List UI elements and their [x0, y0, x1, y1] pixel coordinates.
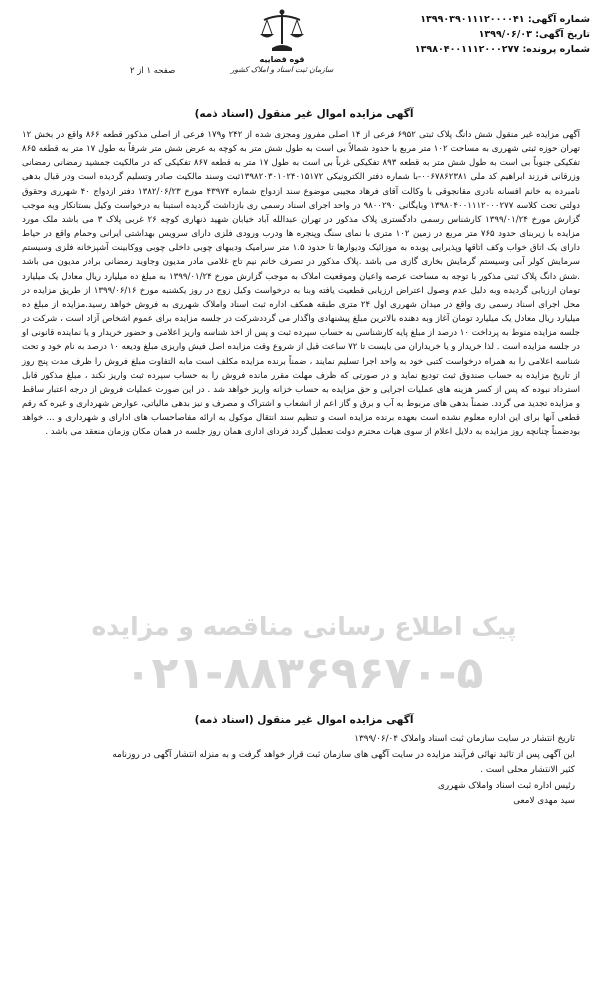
org-name-registration: سازمان ثبت اسناد و املاک کشور: [230, 65, 334, 74]
scales-emblem-icon: [258, 8, 306, 54]
notice-date: تاریخ آگهی: ۱۳۹۹/۰۶/۰۳: [478, 29, 590, 40]
publication-date-line: تاریخ انتشار در سایت سازمان ثبت اسناد واملاک ۱۳۹۹/۰۶/۰۴: [354, 734, 575, 744]
judiciary-logo: [222, 8, 342, 86]
notice-metadata: [415, 12, 590, 57]
org-name-judiciary: قوه قضاییه: [259, 55, 305, 64]
publication-note-line-2: کثیر الانتشار محلی است .: [480, 765, 575, 775]
signatory-name: سید مهدی لامعی: [513, 796, 575, 806]
notice-body: آگهی مزایده غیر منقول شش دانگ پلاک ثبتی ۶۹۵۲ فرعی از ۱۴ اصلی مفروز ومجزی شده از ۲۴۲ و۱۷۹ فرعی از اصلی مذکور قطعه ۸۶۶ واقع در بخش ۱۲ تهران حوزه ثبتی شهرری به مساحت ۱۰۲ متر مربع با حدود شمالاً بی است به طول شش متر به کوچه به عرض شش متر شرقاً به طول ۱۷ متر به قطعه ۸۶۵ تفکیکی جنوباً بی است به طول شش متر به قطعه ۸۹۳ تفکیکی غرباً بی است به طول ۱۷ متر به قطعه ۸۶۷ تفکیکی که در مالکیت جمشید رمضانی رمضانی وزرقانی فرزند ابراهیم کد ملی ۰۰۶۷۸۶۲۳۸۱-با شماره دفتر الکترونیکی ۱۳۹۸۲۰۳۰۱۰۲۴۰۱۵۱۷۲ثبت وسند مالکیت صادر وتسلیم گردیده است ودر قبال بدهی نامبرده به خانم افسانه نادری مقانجوقی با وکالت آقای فرهاد مجیبی موضوع سند ازدواج شماره ۴۳۹۷۴ مورخ ۱۳۸۲/۰۶/۲۳ دفتر ازدواج ۴۰ شهرری وحقوق دولتی تحت کلاسه ۱۳۹۸۰۴۰۰۱۱۱۲۰۰۰۲۷۷ وبایگانی ۹۸۰۰۲۹۰ در واحد اجرای اسناد رسمی ری بازداشت گردیده استبنا به درخواست وکیل بستانکار وبه موجب گزارش مورخ ۱۳۹۹/۰۱/۲۴ کارشناس رسمی دادگستری پلاک مذکور در تهران عبدالله آباد خیابان شهید ذنهاری کوچه ۲۶ غربی پلاک ۳ می باشد ملک مورد مزایده با زیربنای حدود ۷۶۵ متر مربع در زمین ۱۰۲ متری با نمای سنگ وپنجره ها ودرب ورودی فلزی دارای سرویس بهداشتی ایرانی وحمام واقع در حیاط دارای یک اتاق خواب وکف اتاقها وپذیرایی پوبده به موزائیک ودیوارها تا حدود ۱.۵ متر سرامیک ودیبهای چوبی داخلی چوبی ووکابینت آشپزخانه فلزی وسیستم سرمایش کولر آبی وسیستم گرمایش بخاری گازی می باشد .پلاک مذکور در تصرف خانم نیم تاج غلامی مادر مدیون وجاوید رمضانی برادر مدیون می باشد .شش دانگ پلاک ثبتی مذکور با توجه به مساحت عرصه واعیان وموقعیت املاک به موجب گزارش مورخ ۱۳۹۹/۰۱/۲۴ به مبلغ ده میلیارد ریال معادل یک میلیارد تومان ارزیابی گردیده وبه دلیل عدم وصول اعتراض ارزیابی قطعیت یافته وبنا به درخواست وکیل زوج در روز یکشنبه مورخ ۱۳۹۹/۰۶/۱۶ از طریق مزایده در محل اجرای اسناد رسمی ری واقع در میدان شهرری اول ۲۴ متری طبقه همکف اداره ثبت اسناد واملاک شهرری به فروش خواهد رسید.مزایده از مبلغ ده میلیارد ریال معادل یک میلیارد تومان آغاز وبه دهنده بالاترین مبلغ پیشنهادی واگذار می گرددشرکت در جلسه مزایده برای عموم اشخاص آزاد است ، شرکت در جلسه مزایده منوط به پرداخت ۱۰ درصد از مبلغ پایه کارشناسی به حساب سپرده ثبت و پس از اخذ شناسه واریز اعلامی و حضور خریدار و یا نماینده قانونی او در جلسه مزایده است . لذا خریدار و یا خریداران می بایست تا ۷۲ ساعت قبل از شروع وقت مزایده اصل فیش واریزی مبلغ ودیعه ۱۰ درصد به نام خود و تحت شناسه اعلامی را به همراه درخواست کتبی خود به واحد اجرا تسلیم نمایند ، ضمناً برنده مزایده مکلف است مابه التفاوت مبلغ فروش را ظرف مدت پنج روز از تاریخ مزایده به حساب صندوق ثبت تودیع نماید و در صورتی که ظرف مهلت مقرر مانده فروش را به حساب سپرده ثبت واریز نکند ، مبلغ مذکور قابل استرداد نبوده که پس از کسر هزینه های عملیات اجرایی و حق مزایده به حساب خزانه واریز خواهد شد . در این صورت عملیات فروش از درجه اعتبار ساقط و مزایده تجدید می گردد. ضمناً بدهی های مربوط به آب و برق و گاز اعم از انشعاب و اشتراک و مصرف و نیز بدهی مالیاتی، عوارض شهرداری و غیره که رقم قطعی آنها برای این اداره معلوم نشده است بعهده برنده مزایده است و تنظیم سند انتقال موکول به ارائه مفاصاحساب های ادارای و شهرداری و ... خواهد بودضمناً چنانچه روز مزایده به دلایل اعلام از سوی هیات محترم دولت تعطیل گردد فردای اداری همان روز جلسه در همان مکان وزمان منعقد می باشد .: [22, 130, 581, 438]
signatory-title: رئیس اداره ثبت اسناد واملاک شهرری: [438, 780, 575, 791]
page-number: صفحه ۱ از ۲: [130, 66, 176, 76]
watermark-phone: ۰۲۱-۸۸۳۶۹۶۷۰-۵: [124, 648, 484, 699]
notice-title: آگهی مزایده اموال غیر منقول (اسناد ذمه): [194, 108, 414, 120]
notice-title-secondary: آگهی مزایده اموال غیر منقول (اسناد ذمه): [194, 714, 414, 726]
file-number: شماره پرونده: ۱۳۹۸۰۴۰۰۱۱۱۲۰۰۰۲۷۷: [414, 44, 590, 55]
publication-note-line: این آگهی پس از تائید نهائی فرآیند مزایده در سایت آگهی های سازمان ثبت قرار خواهد گرفت و به منزله انتشار آگهی در روزنامه: [112, 749, 575, 760]
notice-number: شماره آگهی: ۱۳۹۹۰۳۹۰۱۱۱۲۰۰۰۰۴۱: [420, 14, 590, 25]
watermark-text: پیک اطلاع رسانی مناقصه و مزایده: [91, 612, 517, 641]
publication-details: [30, 732, 575, 810]
